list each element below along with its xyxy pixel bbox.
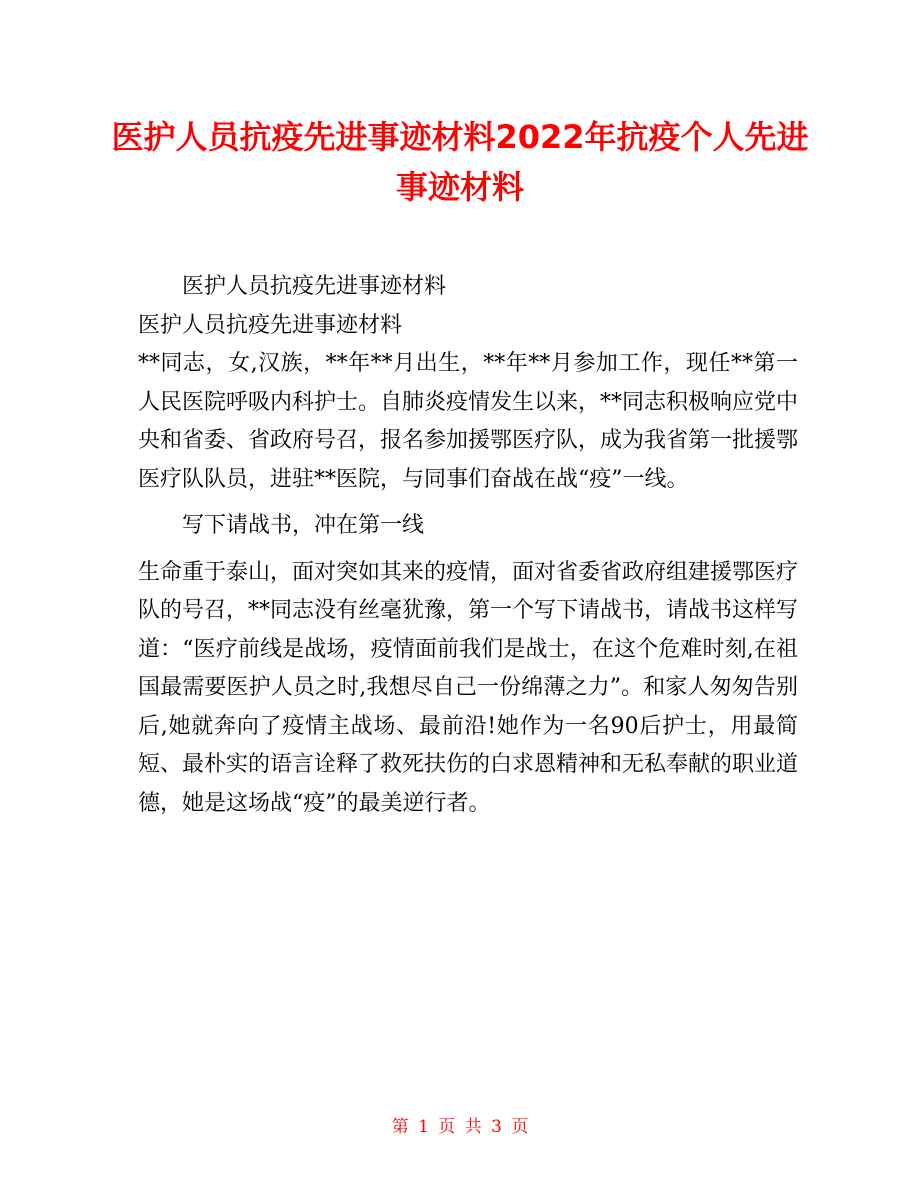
paragraph-heading-indented: 医护人员抗疫先进事迹材料 [182,274,447,299]
paragraph-heading: 医护人员抗疫先进事迹材料 [138,312,403,338]
document-title: 医护人员抗疫先进事迹材料2022年抗疫个人先进事迹材料 [111,118,809,206]
document-body [138,268,798,823]
section-heading: 写下请战书，冲在第一线 [182,513,425,538]
page-number-footer: 第 1 页 共 3 页 [391,1117,529,1137]
paragraph-section-body: 生命重于泰山，面对突如其来的疫情，面对省委省政府组建援鄂医疗队的号召，**同志没有丝毫犹豫，第一个写下请战书，请战书这样写道：“医疗前线是战场，疫情面前我们是战士，在这个危难时刻,在祖国最需要医护人员之时,我想尽自己一份绵薄之力”。和家人匆匆告别后,她就奔向了疫情主战场、最前沿!她作为一名90后护士，用最简短、最朴实的语言诠释了救死扶伤的白求恩精神和无私奉献的职业道德，她是这场战“疫”的最美逆行者。 [138,559,799,816]
paragraph-intro: **同志，女,汉族，**年**月出生，**年**月参加工作，现任**第一人民医院呼吸内科护士。自肺炎疫情发生以来，**同志积极响应党中央和省委、省政府号召，报名参加援鄂医疗队，成为我省第一批援鄂医疗队队员，进驻**医院，与同事们奋战在战“疫”一线。 [138,351,799,492]
